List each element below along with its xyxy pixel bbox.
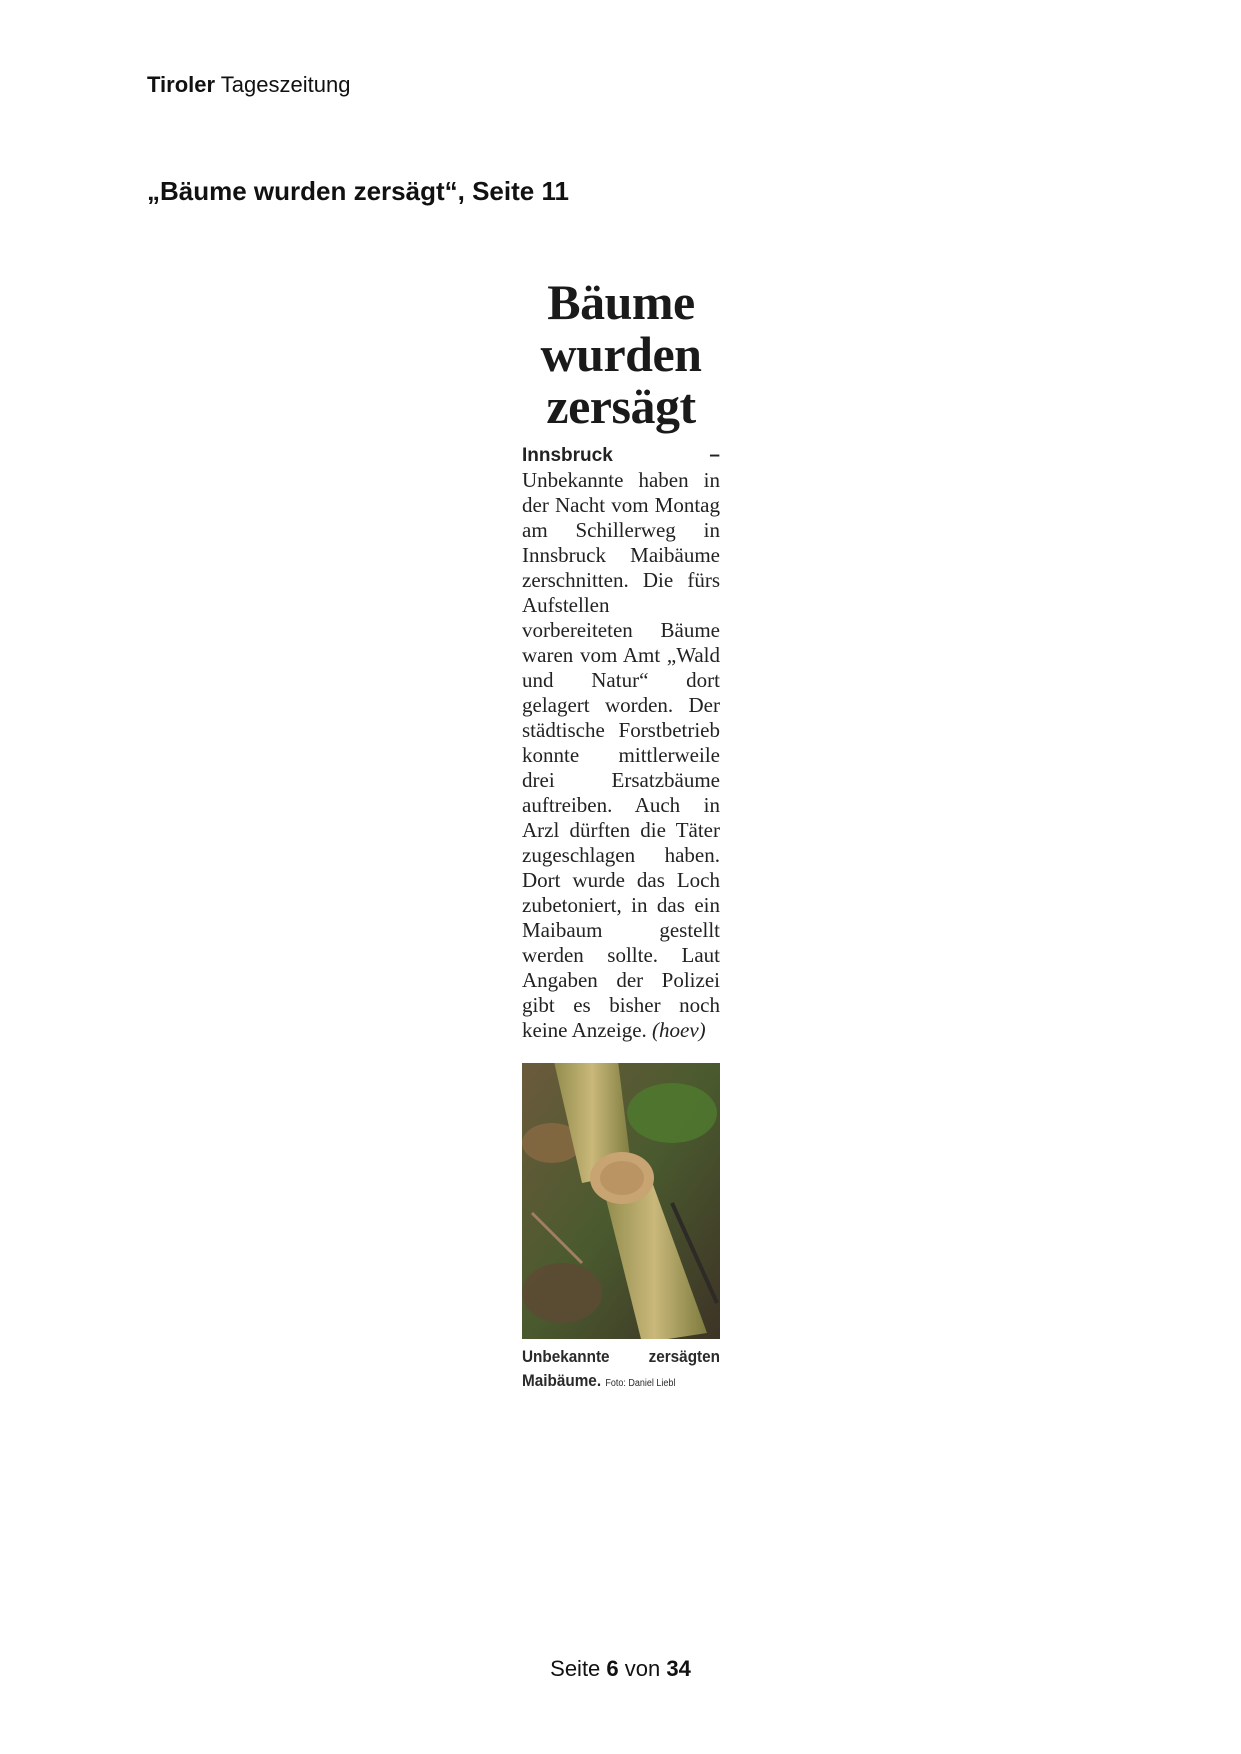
masthead-bold: Tiroler bbox=[147, 72, 216, 97]
masthead-rest: Tageszeitung bbox=[215, 72, 351, 97]
page-number bbox=[0, 1656, 1241, 1682]
headline-line: Bäume bbox=[547, 274, 695, 330]
article-reference: „Bäume wurden zersägt“, Seite 11 bbox=[147, 176, 569, 206]
body-text: Unbekannte haben in der Nacht vom Montag am Schillerweg in Innsbruck Maibäume zerschnitten. Die fürs Aufstellen vorbereiteten Bäume waren vom Amt „Wald und Natur“ dort gelagert worden. Der städtische Forstbetrieb konnte mittlerweile drei Ersatzbäume auftreiben. Auch in Arzl dürften die Täter zugeschlagen haben. Dort wurde das Loch zubetoniert, in das ein Maibaum gestellt werden sollte. Laut Angaben der Polizei gibt es bisher noch keine Anzeige. bbox=[522, 468, 720, 1042]
article-photo bbox=[522, 1063, 720, 1339]
total-pages: 34 bbox=[666, 1656, 691, 1681]
page-prefix: Seite bbox=[550, 1656, 607, 1681]
caption-text: Unbekannte zersägten Maibäume. bbox=[522, 1347, 720, 1390]
masthead bbox=[147, 72, 350, 98]
headline-line: wurden bbox=[540, 326, 702, 382]
article-clipping bbox=[522, 276, 720, 1396]
photo-credit: Foto: Daniel Liebl bbox=[605, 1378, 676, 1389]
headline bbox=[522, 276, 720, 432]
photo-caption bbox=[522, 1345, 720, 1396]
current-page: 6 bbox=[606, 1656, 619, 1681]
page-middle: von bbox=[618, 1656, 667, 1681]
dateline: Innsbruck – bbox=[522, 445, 720, 466]
article-body bbox=[522, 442, 720, 1043]
author-tag: (hoev) bbox=[652, 1018, 706, 1042]
headline-line: zersägt bbox=[546, 378, 696, 434]
